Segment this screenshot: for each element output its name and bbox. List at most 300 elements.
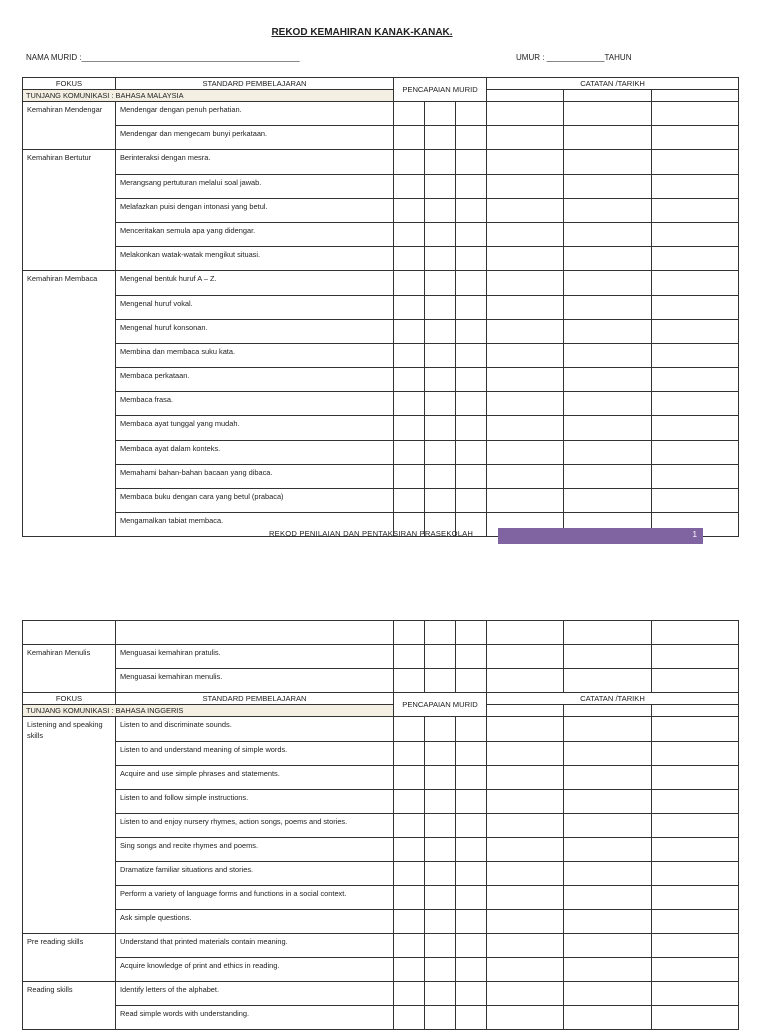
pencapaian-cell-3 bbox=[456, 174, 487, 198]
fokus-label: Kemahiran Bertutur bbox=[27, 153, 92, 163]
catatan-cell-1 bbox=[487, 765, 564, 789]
catatan-cell-2 bbox=[564, 981, 652, 1005]
standard-cell bbox=[116, 295, 394, 319]
catatan-cell-3 bbox=[652, 621, 739, 645]
catatan-cell-1 bbox=[487, 343, 564, 367]
catatan-cell-2 bbox=[564, 489, 652, 513]
pencapaian-cell-2 bbox=[425, 392, 456, 416]
table-row bbox=[23, 765, 739, 789]
pencapaian-cell-2 bbox=[425, 222, 456, 246]
standard-cell bbox=[116, 271, 394, 295]
catatan-cell-3 bbox=[652, 368, 739, 392]
standard-label: Membaca perkataan. bbox=[120, 371, 190, 381]
standard-cell bbox=[116, 669, 394, 693]
catatan-cell-3 bbox=[652, 150, 739, 174]
fokus-cell-blank bbox=[23, 489, 116, 513]
table-row bbox=[23, 957, 739, 981]
table-row bbox=[23, 909, 739, 933]
fokus-cell-blank bbox=[23, 621, 116, 645]
catatan-cell-2 bbox=[564, 295, 652, 319]
blank-row bbox=[23, 621, 739, 645]
catatan-cell-3 bbox=[652, 645, 739, 669]
pencapaian-cell-2 bbox=[425, 368, 456, 392]
fokus-cell-blank bbox=[23, 319, 116, 343]
catatan-cell-1 bbox=[487, 1005, 564, 1029]
pencapaian-cell-2 bbox=[425, 489, 456, 513]
pencapaian-cell-2 bbox=[425, 813, 456, 837]
standard-cell bbox=[116, 789, 394, 813]
standard-cell bbox=[116, 885, 394, 909]
pencapaian-cell-2 bbox=[425, 861, 456, 885]
pencapaian-cell-1 bbox=[394, 669, 425, 693]
catatan-cell-3 bbox=[652, 885, 739, 909]
table-row bbox=[23, 102, 739, 126]
table-row bbox=[23, 645, 739, 669]
pencapaian-cell-2 bbox=[425, 789, 456, 813]
catatan-cell-1 bbox=[487, 789, 564, 813]
standard-cell bbox=[116, 645, 394, 669]
age-field: UMUR : _____________TAHUN bbox=[516, 53, 632, 62]
pencapaian-cell-3 bbox=[456, 222, 487, 246]
catatan-cell-2 bbox=[564, 765, 652, 789]
standard-cell bbox=[116, 489, 394, 513]
pencapaian-cell-2 bbox=[425, 645, 456, 669]
pencapaian-cell-1 bbox=[394, 440, 425, 464]
header-catatan: CATATAN /TARIKH bbox=[487, 78, 739, 90]
pencapaian-cell-3 bbox=[456, 789, 487, 813]
table-row bbox=[23, 392, 739, 416]
standard-label: Membaca ayat dalam konteks. bbox=[120, 443, 221, 453]
fokus-cell-blank bbox=[23, 837, 116, 861]
catatan-cell-3 bbox=[652, 102, 739, 126]
pencapaian-cell-2 bbox=[425, 416, 456, 440]
pencapaian-cell-2 bbox=[425, 440, 456, 464]
pencapaian-cell-1 bbox=[394, 789, 425, 813]
standard-label: Membaca buku dengan cara yang betul (prabaca) bbox=[120, 492, 284, 501]
pencapaian-cell-2 bbox=[425, 981, 456, 1005]
pencapaian-cell-1 bbox=[394, 909, 425, 933]
fokus-cell bbox=[23, 271, 116, 295]
pencapaian-cell-1 bbox=[394, 837, 425, 861]
standard-label: Acquire knowledge of print and ethics in reading. bbox=[120, 960, 280, 970]
pencapaian-cell-1 bbox=[394, 645, 425, 669]
standard-label: Mengenal huruf vokal. bbox=[120, 298, 193, 308]
standard-cell bbox=[116, 741, 394, 765]
pencapaian-cell-1 bbox=[394, 247, 425, 271]
catatan-cell-3 bbox=[652, 789, 739, 813]
standard-label: Acquire and use simple phrases and statements. bbox=[120, 768, 280, 778]
pencapaian-cell-2 bbox=[425, 102, 456, 126]
pencapaian-cell-2 bbox=[425, 669, 456, 693]
table-row bbox=[23, 837, 739, 861]
header-pencapaian: PENCAPAIAN MURID bbox=[394, 693, 487, 717]
pencapaian-cell-3 bbox=[456, 392, 487, 416]
catatan-cell-1 bbox=[487, 174, 564, 198]
table-row bbox=[23, 813, 739, 837]
table-row bbox=[23, 295, 739, 319]
fokus-cell-blank bbox=[23, 198, 116, 222]
standard-cell bbox=[116, 933, 394, 957]
pencapaian-cell-2 bbox=[425, 198, 456, 222]
catatan-cell-3 bbox=[652, 126, 739, 150]
standard-label: Listen to and discriminate sounds. bbox=[120, 720, 232, 729]
table-row bbox=[23, 174, 739, 198]
pencapaian-cell-3 bbox=[456, 885, 487, 909]
pencapaian-cell-1 bbox=[394, 343, 425, 367]
pencapaian-cell-3 bbox=[456, 271, 487, 295]
fokus-cell-blank bbox=[23, 669, 116, 693]
table-row bbox=[23, 789, 739, 813]
catatan-cell-1 bbox=[487, 247, 564, 271]
standard-label: Merangsang pertuturan melalui soal jawab. bbox=[120, 177, 262, 187]
header-row bbox=[23, 78, 739, 90]
header-fokus: FOKUS bbox=[23, 693, 116, 705]
standard-cell bbox=[116, 957, 394, 981]
pencapaian-cell-3 bbox=[456, 981, 487, 1005]
pencapaian-cell-3 bbox=[456, 1005, 487, 1029]
standard-label: Menguasai kemahiran menulis. bbox=[120, 672, 223, 681]
catatan-cell-2 bbox=[564, 368, 652, 392]
standard-label: Mendengar dengan penuh perhatian. bbox=[120, 105, 242, 114]
fokus-label: Pre reading skills bbox=[27, 936, 84, 946]
footer-text: REKOD PENILAIAN DAN PENTAKSIRAN PRASEKOLAH bbox=[269, 529, 474, 538]
standard-cell bbox=[116, 909, 394, 933]
standard-cell bbox=[116, 174, 394, 198]
catatan-cell-2 bbox=[564, 416, 652, 440]
fokus-cell-blank bbox=[23, 957, 116, 981]
catatan-cell-2 bbox=[564, 705, 652, 717]
pencapaian-cell-3 bbox=[456, 489, 487, 513]
standard-label: Membaca ayat tunggal yang mudah. bbox=[120, 419, 240, 429]
fokus-cell-blank bbox=[23, 126, 116, 150]
standard-label: Memahami bahan-bahan bacaan yang dibaca. bbox=[120, 467, 273, 477]
table-row bbox=[23, 861, 739, 885]
catatan-cell-3 bbox=[652, 981, 739, 1005]
fokus-cell-blank bbox=[23, 343, 116, 367]
catatan-cell-2 bbox=[564, 789, 652, 813]
catatan-cell-3 bbox=[652, 741, 739, 765]
standard-label: Membina dan membaca suku kata. bbox=[120, 346, 236, 356]
pencapaian-cell-2 bbox=[425, 174, 456, 198]
catatan-cell-3 bbox=[652, 489, 739, 513]
fokus-cell-blank bbox=[23, 440, 116, 464]
catatan-cell-3 bbox=[652, 861, 739, 885]
footer-bar bbox=[498, 528, 703, 544]
pencapaian-cell-1 bbox=[394, 198, 425, 222]
catatan-cell-1 bbox=[487, 717, 564, 742]
section-subheader: TUNJANG KOMUNIKASI : BAHASA INGGERIS bbox=[23, 705, 394, 717]
catatan-cell-2 bbox=[564, 669, 652, 693]
catatan-cell-2 bbox=[564, 837, 652, 861]
pencapaian-cell-3 bbox=[456, 837, 487, 861]
pencapaian-cell-3 bbox=[456, 861, 487, 885]
standard-label: Menceritakan semula apa yang didengar. bbox=[120, 225, 256, 235]
standard-label: Membaca frasa. bbox=[120, 395, 173, 405]
pencapaian-cell-1 bbox=[394, 174, 425, 198]
catatan-cell-1 bbox=[487, 621, 564, 645]
table-row bbox=[23, 368, 739, 392]
pencapaian-cell-1 bbox=[394, 1005, 425, 1029]
fokus-cell-blank bbox=[23, 222, 116, 246]
pencapaian-cell-2 bbox=[425, 741, 456, 765]
standard-label: Mengamalkan tabiat membaca. bbox=[120, 516, 224, 526]
catatan-cell-3 bbox=[652, 717, 739, 742]
catatan-cell-1 bbox=[487, 813, 564, 837]
pencapaian-cell-3 bbox=[456, 909, 487, 933]
catatan-cell-1 bbox=[487, 271, 564, 295]
pencapaian-cell-1 bbox=[394, 813, 425, 837]
fokus-label: Kemahiran Menulis bbox=[27, 648, 91, 657]
catatan-cell-1 bbox=[487, 392, 564, 416]
catatan-cell-1 bbox=[487, 440, 564, 464]
catatan-cell-1 bbox=[487, 741, 564, 765]
standard-cell-blank bbox=[116, 621, 394, 645]
fokus-cell-blank bbox=[23, 813, 116, 837]
table-row bbox=[23, 933, 739, 957]
catatan-cell-1 bbox=[487, 885, 564, 909]
pencapaian-cell-3 bbox=[456, 957, 487, 981]
catatan-cell-2 bbox=[564, 464, 652, 488]
standard-label: Listen to and follow simple instructions. bbox=[120, 792, 249, 802]
fokus-cell-blank bbox=[23, 295, 116, 319]
pencapaian-cell-2 bbox=[425, 717, 456, 742]
catatan-cell-3 bbox=[652, 957, 739, 981]
standard-label: Perform a variety of language forms and functions in a social context. bbox=[120, 888, 347, 898]
standard-cell bbox=[116, 837, 394, 861]
catatan-cell-1 bbox=[487, 489, 564, 513]
fokus-label: Kemahiran Membaca bbox=[27, 274, 98, 284]
catatan-cell-1 bbox=[487, 705, 564, 717]
standard-label: Identify letters of the alphabet. bbox=[120, 984, 220, 994]
standard-cell bbox=[116, 102, 394, 126]
pencapaian-cell-3 bbox=[456, 933, 487, 957]
catatan-cell-3 bbox=[652, 837, 739, 861]
table-row bbox=[23, 489, 739, 513]
catatan-cell-1 bbox=[487, 150, 564, 174]
fokus-cell-blank bbox=[23, 416, 116, 440]
pencapaian-cell-1 bbox=[394, 741, 425, 765]
pencapaian-cell-1 bbox=[394, 222, 425, 246]
pencapaian-cell-3 bbox=[456, 343, 487, 367]
pencapaian-cell-1 bbox=[394, 861, 425, 885]
catatan-cell-2 bbox=[564, 861, 652, 885]
fokus-cell-blank bbox=[23, 741, 116, 765]
fokus-cell-blank bbox=[23, 464, 116, 488]
catatan-cell-1 bbox=[487, 909, 564, 933]
standard-cell bbox=[116, 150, 394, 174]
standard-cell bbox=[116, 765, 394, 789]
fokus-cell-blank bbox=[23, 513, 116, 537]
standard-cell bbox=[116, 813, 394, 837]
skills-table-page-2 bbox=[22, 620, 739, 1030]
standard-cell bbox=[116, 440, 394, 464]
pencapaian-cell-2 bbox=[425, 150, 456, 174]
catatan-cell-2 bbox=[564, 957, 652, 981]
fokus-cell bbox=[23, 717, 116, 742]
catatan-cell-3 bbox=[652, 90, 739, 102]
table-row bbox=[23, 669, 739, 693]
fokus-cell-blank bbox=[23, 392, 116, 416]
pencapaian-cell-2 bbox=[425, 295, 456, 319]
catatan-cell-2 bbox=[564, 909, 652, 933]
pencapaian-cell-1 bbox=[394, 981, 425, 1005]
standard-cell bbox=[116, 717, 394, 742]
catatan-cell-3 bbox=[652, 933, 739, 957]
fokus-cell-blank bbox=[23, 909, 116, 933]
pencapaian-cell-1 bbox=[394, 295, 425, 319]
pencapaian-cell-3 bbox=[456, 717, 487, 742]
catatan-cell-1 bbox=[487, 102, 564, 126]
pencapaian-cell-3 bbox=[456, 126, 487, 150]
standard-cell bbox=[116, 368, 394, 392]
table-row bbox=[23, 440, 739, 464]
pencapaian-cell-3 bbox=[456, 150, 487, 174]
table-row bbox=[23, 885, 739, 909]
catatan-cell-1 bbox=[487, 126, 564, 150]
standard-label: Mendengar dan mengecam bunyi perkataan. bbox=[120, 129, 268, 139]
catatan-cell-3 bbox=[652, 1005, 739, 1029]
catatan-cell-1 bbox=[487, 368, 564, 392]
catatan-cell-1 bbox=[487, 861, 564, 885]
catatan-cell-3 bbox=[652, 222, 739, 246]
fokus-label: Reading skills bbox=[27, 984, 73, 994]
catatan-cell-2 bbox=[564, 126, 652, 150]
catatan-cell-3 bbox=[652, 464, 739, 488]
pencapaian-cell-1 bbox=[394, 368, 425, 392]
pencapaian-cell-1 bbox=[394, 150, 425, 174]
catatan-cell-3 bbox=[652, 440, 739, 464]
catatan-cell-2 bbox=[564, 621, 652, 645]
fokus-cell-blank bbox=[23, 1005, 116, 1029]
standard-label: Read simple words with understanding. bbox=[120, 1008, 249, 1018]
pencapaian-cell-2 bbox=[425, 837, 456, 861]
section-subheader: TUNJANG KOMUNIKASI : BAHASA MALAYSIA bbox=[23, 90, 394, 102]
table-row bbox=[23, 150, 739, 174]
fokus-cell-blank bbox=[23, 765, 116, 789]
header-standard: STANDARD PEMBELAJARAN bbox=[116, 693, 394, 705]
pencapaian-cell-3 bbox=[456, 464, 487, 488]
catatan-cell-2 bbox=[564, 271, 652, 295]
section-row bbox=[23, 705, 739, 717]
pencapaian-cell-2 bbox=[425, 271, 456, 295]
fokus-cell bbox=[23, 102, 116, 126]
pencapaian-cell-1 bbox=[394, 464, 425, 488]
pencapaian-cell-3 bbox=[456, 669, 487, 693]
section-row bbox=[23, 90, 739, 102]
pencapaian-cell-2 bbox=[425, 957, 456, 981]
pencapaian-cell-2 bbox=[425, 909, 456, 933]
pencapaian-cell-2 bbox=[425, 621, 456, 645]
pencapaian-cell-1 bbox=[394, 392, 425, 416]
standard-label: Melakonkan watak-watak mengikut situasi. bbox=[120, 250, 261, 260]
fokus-label: Listening and speaking skills bbox=[27, 720, 103, 740]
standard-label: Dramatize familiar situations and stories. bbox=[120, 864, 254, 874]
standard-label: Sing songs and recite rhymes and poems. bbox=[120, 840, 259, 850]
pencapaian-cell-1 bbox=[394, 717, 425, 742]
pencapaian-cell-2 bbox=[425, 319, 456, 343]
table-row bbox=[23, 126, 739, 150]
catatan-cell-2 bbox=[564, 319, 652, 343]
catatan-cell-3 bbox=[652, 705, 739, 717]
catatan-cell-2 bbox=[564, 933, 652, 957]
catatan-cell-2 bbox=[564, 222, 652, 246]
catatan-cell-1 bbox=[487, 295, 564, 319]
fokus-cell-blank bbox=[23, 247, 116, 271]
table-row bbox=[23, 271, 739, 295]
catatan-cell-3 bbox=[652, 669, 739, 693]
catatan-cell-1 bbox=[487, 837, 564, 861]
fokus-cell-blank bbox=[23, 368, 116, 392]
catatan-cell-1 bbox=[487, 981, 564, 1005]
pencapaian-cell-2 bbox=[425, 126, 456, 150]
catatan-cell-3 bbox=[652, 198, 739, 222]
table-row bbox=[23, 222, 739, 246]
catatan-cell-1 bbox=[487, 464, 564, 488]
standard-label: Ask simple questions. bbox=[120, 912, 192, 922]
standard-label: Mengenal bentuk huruf A – Z. bbox=[120, 274, 217, 284]
catatan-cell-2 bbox=[564, 440, 652, 464]
pencapaian-cell-3 bbox=[456, 645, 487, 669]
pencapaian-cell-3 bbox=[456, 198, 487, 222]
pencapaian-cell-1 bbox=[394, 621, 425, 645]
catatan-cell-2 bbox=[564, 174, 652, 198]
pencapaian-cell-3 bbox=[456, 319, 487, 343]
catatan-cell-3 bbox=[652, 416, 739, 440]
table-row bbox=[23, 717, 739, 742]
pencapaian-cell-1 bbox=[394, 933, 425, 957]
standard-cell bbox=[116, 198, 394, 222]
catatan-cell-1 bbox=[487, 669, 564, 693]
catatan-cell-1 bbox=[487, 198, 564, 222]
catatan-cell-3 bbox=[652, 247, 739, 271]
pencapaian-cell-2 bbox=[425, 933, 456, 957]
table-row bbox=[23, 198, 739, 222]
fokus-cell-blank bbox=[23, 861, 116, 885]
pencapaian-cell-1 bbox=[394, 416, 425, 440]
catatan-cell-2 bbox=[564, 150, 652, 174]
table-row bbox=[23, 416, 739, 440]
pencapaian-cell-1 bbox=[394, 126, 425, 150]
catatan-cell-1 bbox=[487, 645, 564, 669]
table-row bbox=[23, 1005, 739, 1029]
catatan-cell-2 bbox=[564, 343, 652, 367]
table-row bbox=[23, 464, 739, 488]
pencapaian-cell-2 bbox=[425, 464, 456, 488]
fokus-cell-blank bbox=[23, 789, 116, 813]
catatan-cell-2 bbox=[564, 645, 652, 669]
pencapaian-cell-3 bbox=[456, 741, 487, 765]
catatan-cell-1 bbox=[487, 957, 564, 981]
catatan-cell-3 bbox=[652, 174, 739, 198]
pencapaian-cell-1 bbox=[394, 271, 425, 295]
catatan-cell-3 bbox=[652, 319, 739, 343]
standard-label: Mengenal huruf konsonan. bbox=[120, 322, 208, 332]
standard-label: Understand that printed materials contain meaning. bbox=[120, 936, 288, 946]
pencapaian-cell-2 bbox=[425, 1005, 456, 1029]
pencapaian-cell-2 bbox=[425, 247, 456, 271]
catatan-cell-2 bbox=[564, 1005, 652, 1029]
table-row bbox=[23, 319, 739, 343]
pencapaian-cell-3 bbox=[456, 440, 487, 464]
pencapaian-cell-3 bbox=[456, 813, 487, 837]
fokus-cell-blank bbox=[23, 885, 116, 909]
pencapaian-cell-3 bbox=[456, 295, 487, 319]
table-row bbox=[23, 741, 739, 765]
header-pencapaian: PENCAPAIAN MURID bbox=[394, 78, 487, 102]
catatan-cell-2 bbox=[564, 90, 652, 102]
catatan-cell-2 bbox=[564, 813, 652, 837]
standard-cell bbox=[116, 464, 394, 488]
